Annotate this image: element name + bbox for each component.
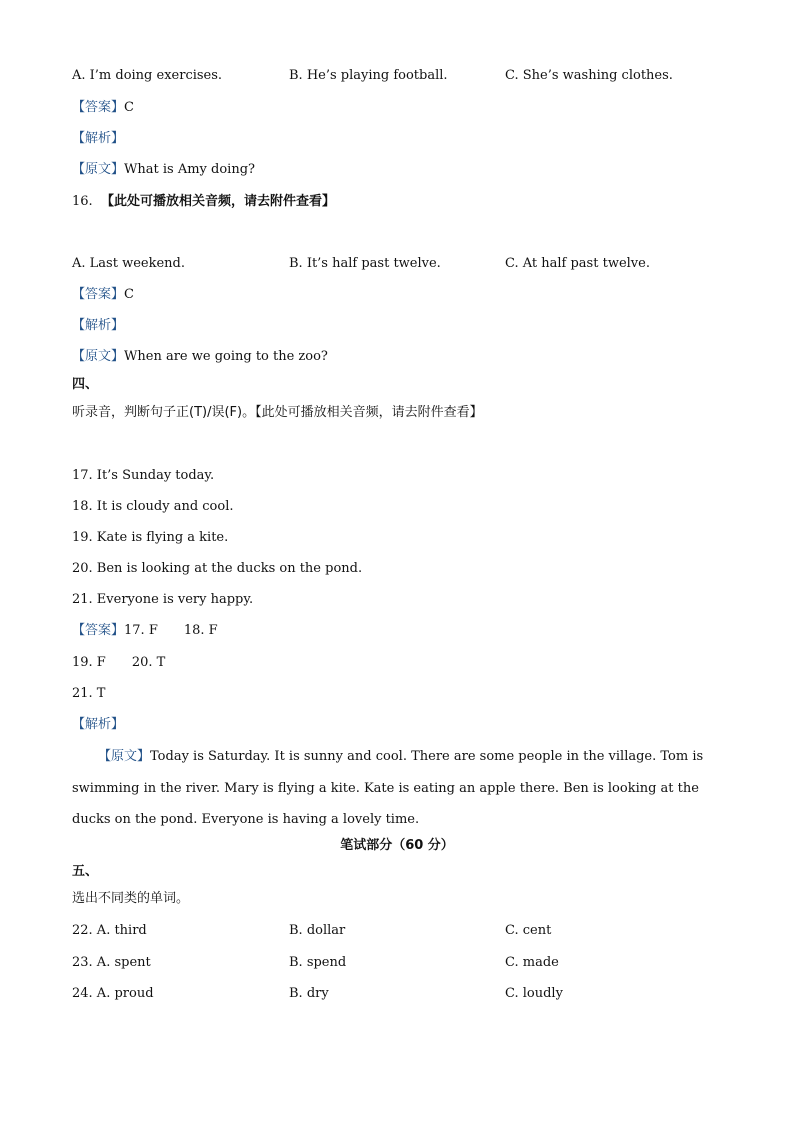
- answer-value: C: [124, 100, 134, 115]
- answer-item: 17. F: [124, 623, 158, 638]
- section4-analysis: [72, 717, 124, 733]
- answer-value: C: [124, 287, 134, 302]
- written-part-title: 笔试部分（60 分）: [340, 838, 454, 853]
- q16-audio-prompt: 【此处可播放相关音频，请去附件查看】: [100, 194, 335, 209]
- section4-original: [72, 741, 722, 836]
- answer-item: 19. F: [72, 655, 106, 670]
- q23-option-a: 23. A. spent: [72, 955, 151, 970]
- original-label: 【原文】: [72, 349, 125, 364]
- section4-heading: 四、: [72, 377, 99, 392]
- section4-answer-row-2: [72, 655, 165, 671]
- q16-option-c: C. At half past twelve.: [505, 256, 650, 271]
- q15-original: [72, 162, 255, 178]
- q16-header: [72, 194, 335, 210]
- analysis-label: 【解析】: [72, 318, 125, 333]
- original-text: Today is Saturday. It is sunny and cool. There are some people in the village. Tom is swimming in the river. Mary is flying a kite. Kate is eating an apple there. Ben is looking at the ducks on the pond. Everyone is having a lovely time.: [72, 749, 704, 827]
- q16-analysis: [72, 318, 124, 334]
- q23-option-c: C. made: [505, 955, 559, 970]
- statement: 17. It’s Sunday today.: [72, 468, 215, 483]
- q15-option-b: B. He’s playing football.: [289, 68, 448, 83]
- analysis-label: 【解析】: [72, 717, 125, 732]
- q15-option-c: C. She’s washing clothes.: [505, 68, 673, 83]
- original-label: 【原文】: [72, 162, 125, 177]
- statement: 18. It is cloudy and cool.: [72, 499, 234, 514]
- original-text: What is Amy doing?: [124, 162, 255, 177]
- statement: 21. Everyone is very happy.: [72, 592, 254, 607]
- q16-answer: [72, 287, 134, 303]
- q24-option-b: B. dry: [289, 986, 329, 1001]
- q22-option-c: C. cent: [505, 923, 552, 938]
- q16-option-b: B. It’s half past twelve.: [289, 256, 441, 271]
- q15-option-a: A. I’m doing exercises.: [72, 68, 223, 83]
- q24-option-a: 24. A. proud: [72, 986, 154, 1001]
- answer-item: 21. T: [72, 686, 106, 701]
- section4-instruction: 听录音，判断句子正(T)/误(F)。【此处可播放相关音频，请去附件查看】: [72, 405, 483, 420]
- q23-option-b: B. spend: [289, 955, 347, 970]
- q16-number: 16.: [72, 194, 93, 209]
- q15-answer: [72, 100, 134, 116]
- answer-label: 【答案】: [72, 100, 125, 115]
- answer-item: 20. T: [131, 655, 166, 670]
- original-label: 【原文】: [98, 749, 151, 764]
- q15-analysis: [72, 131, 124, 147]
- q22-option-b: B. dollar: [289, 923, 346, 938]
- statement: 20. Ben is looking at the ducks on the pond.: [72, 561, 363, 576]
- q16-option-a: A. Last weekend.: [72, 256, 185, 271]
- analysis-label: 【解析】: [72, 131, 125, 146]
- answer-label: 【答案】: [72, 623, 125, 638]
- answer-item: 18. F: [183, 623, 218, 638]
- section4-answer-row-3: [72, 686, 105, 702]
- statement: 19. Kate is flying a kite.: [72, 530, 229, 545]
- answer-label: 【答案】: [72, 287, 125, 302]
- section5-instruction: 选出不同类的单词。: [72, 891, 190, 906]
- original-text: When are we going to the zoo?: [124, 349, 328, 364]
- q16-original: [72, 349, 328, 365]
- q22-option-a: 22. A. third: [72, 923, 147, 938]
- section5-heading: 五、: [72, 864, 99, 879]
- q24-option-c: C. loudly: [505, 986, 563, 1001]
- section4-answer-row-1: [72, 623, 218, 639]
